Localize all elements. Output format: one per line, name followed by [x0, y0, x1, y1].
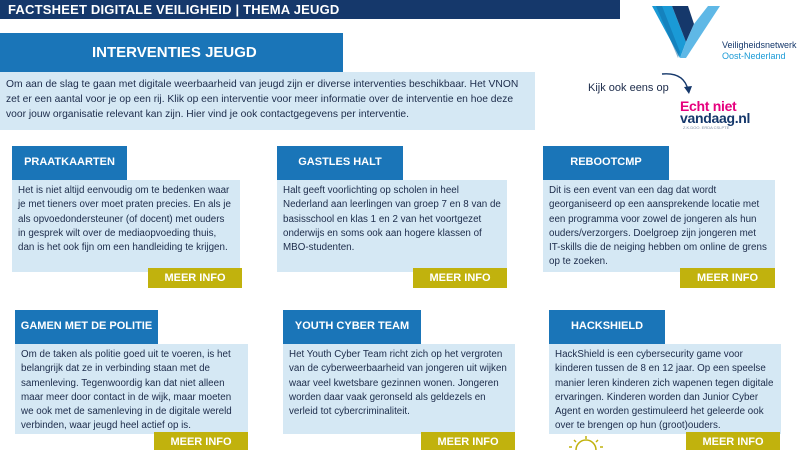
card-text-gamen-met-de-politie: Om de taken als politie goed uit te voeren, is het belangrijk dat ze in verbinding staan met de samenleving. Tegenwoordig kan dat niet alleen maar meer door contact in de wijk, maar moeten we ook met de samenleving in de digitale wereld verbinden, waar jeugd heel actief op is. — [15, 344, 248, 434]
vnon-logo[interactable] — [650, 2, 800, 64]
logo-name: Veiligheidsnetwerk — [722, 40, 797, 50]
card-title-hackshield[interactable]: HACKSHIELD — [549, 310, 665, 344]
card-title-gastles-halt[interactable]: GASTLES HALT — [277, 146, 403, 180]
card-text-rebootcmp: Dit is een event van een dag dat wordt georganiseerd op een aansprekende locatie met een programma voor zowel de jongeren als hun ouders/verzorgers. Doelgroep zijn jongeren met IT-skills die de neiging hebben om online de grens op te zoeken. — [543, 180, 775, 272]
meer-info-button-hackshield[interactable]: MEER INFO — [686, 432, 780, 450]
card-title-rebootcmp[interactable]: REBOOTCMP — [543, 146, 669, 180]
promo-brand-line2: vandaag.nl — [680, 110, 751, 126]
card-title-praatkaarten[interactable]: PRAATKAARTEN — [12, 146, 127, 180]
meer-info-button-praatkaarten[interactable]: MEER INFO — [148, 268, 242, 288]
meer-info-button-gamen-met-de-politie[interactable]: MEER INFO — [154, 432, 248, 450]
card-text-gastles-halt: Halt geeft voorlichting op scholen in heel Nederland aan leerlingen van groep 7 en 8 van de basisschool en klas 1 en 2 van het voortgezet onderwijs en soms ook aan hogere klassen of MBO-studenten. — [277, 180, 507, 272]
card-title-youth-cyber-team[interactable]: YOUTH CYBER TEAM — [283, 310, 421, 344]
meer-info-button-youth-cyber-team[interactable]: MEER INFO — [421, 432, 515, 450]
card-title-gamen-met-de-politie[interactable]: GAMEN MET DE POLITIE — [15, 310, 158, 344]
card-text-youth-cyber-team: Het Youth Cyber Team richt zich op het vergroten van de cyberweerbaarheid van jongeren uit wijken waar veel kwetsbare gezinnen wonen. Jongeren worden daar vaak geronseld als geldezels en verleid tot cybercriminaliteit. — [283, 344, 515, 434]
echtnietvandaag-logo[interactable] — [680, 98, 760, 132]
sun-icon — [568, 436, 604, 450]
section-title-bar — [0, 33, 343, 72]
intro-text: Om aan de slag te gaan met digitale weerbaarheid van jeugd zijn er diverse interventies beschikbaar. Het VNON zet er een aantal voor je op een rij. Klik op een interventie voor meer informatie over de interventie en hoe deze voor jouw organisatie relevant kan zijn. Hier vind je ook contactgegevens per interventie. — [0, 72, 535, 130]
promo-brand-line1: Echt niet — [680, 98, 737, 114]
card-text-praatkaarten: Het is niet altijd eenvoudig om te bedenken waar je met tieners over moet praten precies. En als je als opvoedondersteuner (of docent) met ouders in gesprek wilt over de mediaopvoeding thuis, dan is het ook fijn om een handleiding te krijgen. — [12, 180, 240, 272]
card-text-hackshield: HackShield is een cybersecurity game voor kinderen tussen de 8 en 12 jaar. Op een speelse manier leren kinderen zich wapenen tegen digitale ervaringen. Kinderen worden dan Junior Cyber Agent en worden gestimuleerd het geleerde ook over te brengen op hun (groot)ouders. — [549, 344, 781, 434]
logo-region: Oost-Nederland — [722, 51, 786, 61]
logo-v-icon — [650, 2, 722, 60]
meer-info-button-rebootcmp[interactable]: MEER INFO — [680, 268, 775, 288]
promo-brand-sub: Z.K.DOO. ERDA CSLPTE — [683, 125, 730, 130]
promo-text: Kijk ook eens op — [588, 82, 669, 94]
header-title: FACTSHEET DIGITALE VEILIGHEID | THEMA JEUGD — [8, 2, 340, 17]
curved-arrow-icon — [660, 70, 696, 96]
header-bar — [0, 0, 620, 19]
section-title: INTERVENTIES JEUGD — [92, 44, 257, 61]
meer-info-button-gastles-halt[interactable]: MEER INFO — [413, 268, 507, 288]
